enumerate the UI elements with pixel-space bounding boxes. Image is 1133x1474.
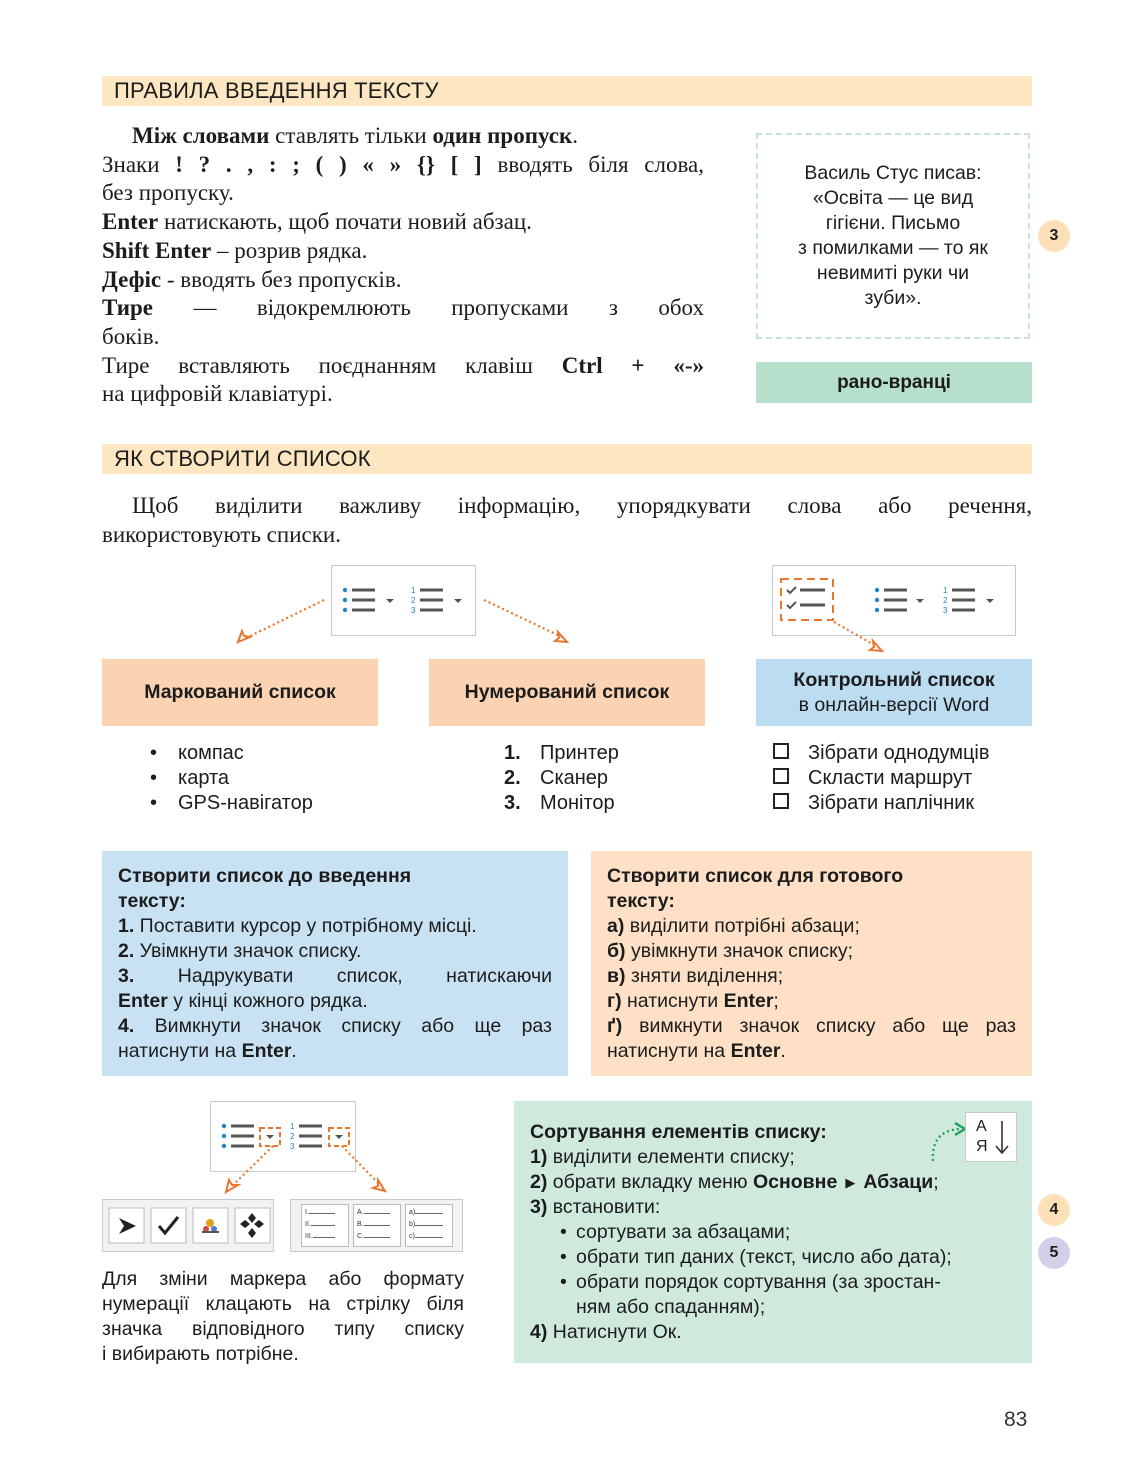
list-item: 3. Монітор [504, 792, 615, 814]
caption-line: значка відповідного типу списку [102, 1318, 464, 1340]
intro-line: Щоб виділити важливу інформацію, упорядкувати слова або речення, [132, 493, 1032, 518]
section-title-create-list: ЯК СТВОРИТИ СПИСОК [102, 444, 1032, 474]
sort-down-arrow-icon [994, 1119, 1010, 1157]
bullet-icon: • [560, 1221, 567, 1243]
numbering-option-latin[interactable]: A. B. C. [353, 1204, 401, 1247]
checklist-icon[interactable] [787, 587, 825, 608]
arrows-toolbar-1 [230, 595, 580, 655]
arrow-head-icon [373, 1180, 385, 1191]
typing-rules-text [102, 122, 704, 409]
bulleted-list-example [150, 741, 313, 816]
badge-5: 5 [1038, 1237, 1070, 1269]
svg-text:2: 2 [290, 1132, 295, 1141]
rule-text: Тире вставляють поєднанням клавіш [102, 352, 562, 378]
arrow-head-icon [870, 641, 882, 651]
sort-text: ням або спаданням); [576, 1296, 766, 1318]
arrows-toolbar-3 [215, 1143, 395, 1198]
numbered-list-title: Нумерований список [464, 681, 670, 703]
bulleted-list-title: Маркований список [144, 681, 336, 703]
quote-line: Василь Стус писав: [804, 162, 982, 184]
svg-text:1: 1 [290, 1122, 295, 1131]
chevron-down-icon[interactable] [986, 599, 994, 603]
rule-text: на цифровій клавіатурі. [102, 381, 333, 407]
create-list-after-panel: Створити список для готового тексту: а) виділити потрібні абзаци; б) увімкнути значок списку; в) зняти виділення; г) натиснути Enter; ґ) вимкнути значок списку або ще раз натиснути на Enter. [591, 851, 1032, 1076]
bullet-style-options [103, 1200, 273, 1251]
arrow-head-icon [238, 631, 250, 642]
caption-line: і вибирають потрібне. [102, 1343, 299, 1365]
bullet-option-check[interactable] [151, 1208, 186, 1243]
bullet-icon: • [150, 792, 158, 814]
numbering-option-letters[interactable]: a) b) c) [405, 1204, 453, 1247]
quote-line: невимиті руки чи [816, 262, 970, 284]
rule-emph: один пропуск [432, 123, 573, 148]
rule-text: . [572, 123, 578, 148]
quote-line: «Освіта — це вид [812, 187, 974, 209]
bullet-option-diamond[interactable] [235, 1208, 270, 1243]
list-intro-text [102, 491, 1032, 549]
numbered-list-icon[interactable] [943, 586, 975, 615]
rule-text: – розрив рядка. [211, 237, 368, 263]
svg-text:1: 1 [943, 586, 948, 595]
rule-emph: Shift Enter [102, 237, 212, 263]
quote-line: гігієни. Письмо [825, 212, 961, 234]
list-item: • GPS-навігатор [150, 792, 313, 814]
intro-line: використовують списки. [102, 522, 341, 547]
sort-list-panel: Сортування елементів списку: 1) виділити елементи списку; 2) обрати вкладку меню Основне ▶ Абзаци; 3) встановити: • сортувати за абзацами; • обрати тип даних (текст, число або дата); • обрати порядок сортування (за зростан- ням або спаданням); 4) Натиснути Ок. [514, 1101, 1032, 1363]
quote-line: зуби». [864, 287, 922, 309]
rule-text: Знаки [102, 151, 176, 177]
toolbar-icons [773, 566, 1015, 635]
badge-3: 3 [1038, 220, 1070, 252]
badge-4: 4 [1038, 1194, 1070, 1226]
rule-emph: Enter [102, 209, 159, 235]
svg-text:3: 3 [943, 606, 948, 615]
checklist-label [756, 659, 1032, 726]
bulleted-list-label [102, 659, 378, 726]
highlight-frame [781, 579, 833, 620]
rule-emph: ! ? . , : ; ( ) « » {} [ ] [175, 151, 482, 177]
checkbox-icon[interactable] [773, 766, 808, 791]
rule-text: ставлять тільки [269, 123, 433, 148]
rule-text: вводять біля слова, [481, 151, 704, 177]
list-item: Скласти маршрут [773, 766, 989, 791]
panel-title: Створити список для готового [607, 865, 904, 887]
caption-line: Для зміни маркера або формату [102, 1268, 464, 1290]
rule-text: без пропуску. [102, 180, 234, 206]
checklist-example [773, 741, 989, 816]
chevron-down-icon[interactable] [335, 1135, 343, 1139]
list-item: 1. Принтер [504, 742, 619, 764]
svg-text:3: 3 [290, 1142, 295, 1151]
checklist-title: Контрольний список [793, 668, 995, 691]
bullet-icon: • [150, 742, 158, 764]
numbering-format-gallery [290, 1199, 463, 1252]
green-arrow-icon [925, 1115, 970, 1165]
list-item: • компас [150, 742, 244, 764]
list-item: • карта [150, 767, 230, 789]
chevron-down-icon[interactable] [266, 1135, 274, 1139]
rule-emph: Між словами [132, 123, 270, 148]
checklist-subtitle: в онлайн-версії Word [798, 693, 990, 716]
arrow-checklist [830, 618, 890, 658]
bullet-icon: • [150, 767, 158, 789]
sort-letter: А [976, 1118, 987, 1135]
panel-title: Сортування елементів списку: [530, 1121, 827, 1143]
bullet-list-icon[interactable] [875, 588, 907, 612]
caption-line: нумерації клацають на стрілку біля [102, 1293, 464, 1315]
chevron-down-icon[interactable] [916, 599, 924, 603]
panel-title: тексту: [118, 890, 186, 912]
list-item: Зібрати однодумців [773, 741, 989, 766]
word-example-bar: рано-вранці [756, 362, 1032, 403]
sort-letter: Я [976, 1138, 988, 1155]
panel-title: Створити список до введення [118, 865, 412, 887]
sort-az-button[interactable] [965, 1112, 1017, 1162]
list-item: Зібрати наплічник [773, 791, 989, 816]
numbered-list-label [429, 659, 705, 726]
create-list-before-panel: Створити список до введення тексту: 1. Поставити курсор у потрібному місці. 2. Увімкнути значок списку. 3. Надрукувати список, натискаючи Enter у кінці кожного рядка. 4. Вимкнути значок списку або ще раз натиснути на Enter. [102, 851, 568, 1076]
caret-right-icon: ▶ [845, 1175, 856, 1190]
rule-emph: Дефіс [102, 266, 162, 292]
quote-box [756, 133, 1030, 339]
list-item: 2. Сканер [504, 767, 609, 789]
panel-title: тексту: [607, 890, 675, 912]
section-title-typing-rules: ПРАВИЛА ВВЕДЕННЯ ТЕКСТУ [102, 76, 1032, 106]
checkbox-icon[interactable] [773, 791, 808, 816]
rule-text: - вводять без пропусків. [161, 266, 402, 292]
rule-text: боків. [102, 323, 160, 349]
rule-text: натискають, щоб почати новий абзац. [158, 209, 532, 235]
numbering-option-roman[interactable]: I. II. III. [301, 1204, 349, 1247]
rule-emph: Ctrl + «-» [561, 352, 704, 378]
svg-text:2: 2 [943, 596, 948, 605]
rule-text: — відокремлюють пропусками з обох [153, 295, 704, 321]
bullet-icon: • [560, 1246, 567, 1268]
checkbox-icon[interactable] [773, 741, 808, 766]
bullet-style-gallery [102, 1199, 274, 1252]
quote-line: з помилками — то як [798, 237, 988, 259]
svg-text:2: 2 [411, 596, 416, 605]
page-number: 83 [1004, 1408, 1028, 1431]
bullet-icon: • [560, 1271, 567, 1293]
svg-text:1: 1 [411, 586, 416, 595]
marker-format-caption [102, 1267, 464, 1367]
checklist-toolbar [772, 565, 1016, 636]
numbered-list-example [504, 741, 619, 816]
rule-emph: Тире [102, 295, 154, 321]
svg-text:3: 3 [411, 606, 416, 615]
